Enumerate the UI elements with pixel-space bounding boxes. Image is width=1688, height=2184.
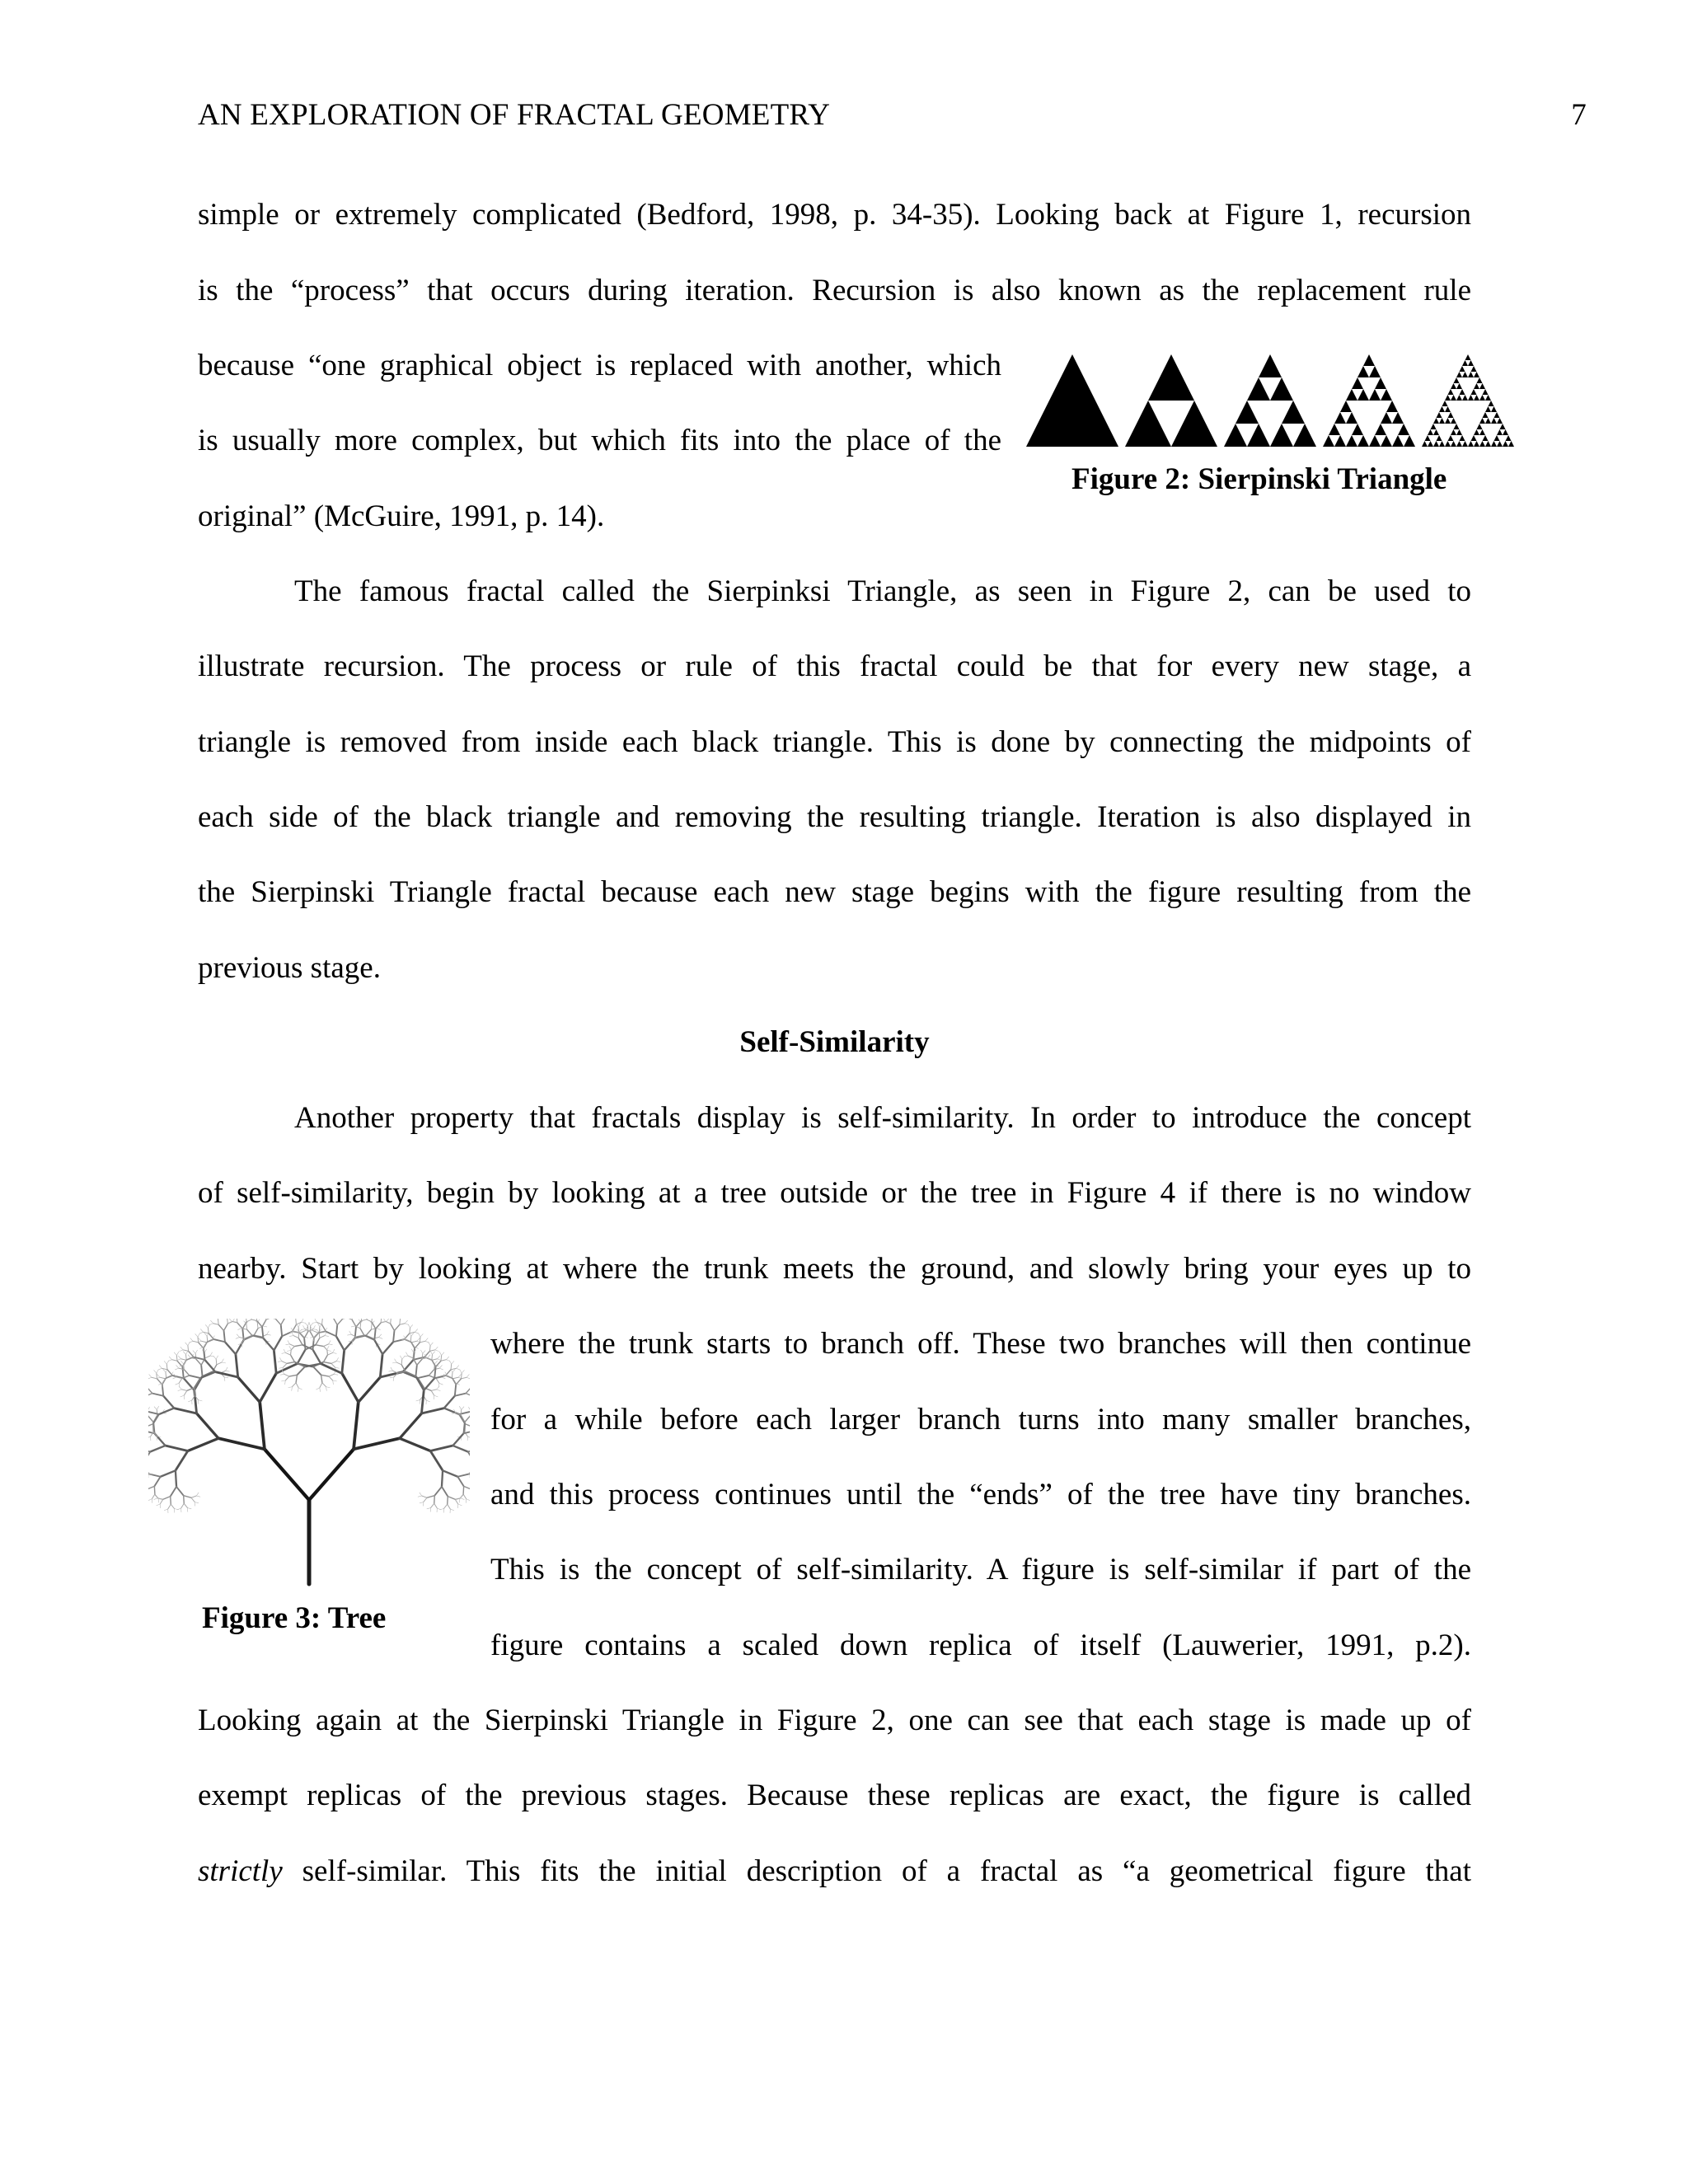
italic-word: strictly [198, 1854, 283, 1888]
sierpinski-stage-4 [1422, 354, 1514, 447]
text-line: illustrate recursion. The process or rule of this fractal could be that for every new stage, a [198, 649, 1471, 683]
text-line: triangle is removed from inside each black triangle. This is done by connecting the midpoints of [198, 725, 1471, 759]
sierpinski-stage-0 [1026, 354, 1118, 447]
figure-3-caption: Figure 3: Tree [202, 1601, 387, 1635]
text-line: exempt replicas of the previous stages. Because these replicas are exact, the figure is called [198, 1779, 1471, 1812]
sierpinski-triangle-figure [1026, 354, 1517, 447]
section-heading: Self-Similarity [739, 1025, 930, 1059]
text-line: nearby. Start by looking at where the trunk meets the ground, and slowly bring your eyes up to [198, 1252, 1471, 1286]
fractal-tree-figure [148, 1319, 470, 1599]
text-line: previous stage. [198, 951, 381, 985]
text-line: each side of the black triangle and removing the resulting triangle. Iteration is also displayed in [198, 800, 1471, 834]
figure-2-caption: Figure 2: Sierpinski Triangle [1071, 462, 1447, 496]
sierpinski-stage-1 [1125, 354, 1217, 447]
text-line: The famous fractal called the Sierpinksi Triangle, as seen in Figure 2, can be used to [294, 574, 1471, 608]
running-head: AN EXPLORATION OF FRACTAL GEOMETRY [198, 98, 831, 132]
text-line: of self-similarity, begin by looking at a tree outside or the tree in Figure 4 if there is no window [198, 1176, 1471, 1210]
tree-branches [148, 1319, 470, 1584]
text-line: is usually more complex, but which fits into the place of the [198, 424, 1001, 457]
text-line: the Sierpinski Triangle fractal because each new stage begins with the figure resulting from the [198, 875, 1471, 909]
text-line: original” (McGuire, 1991, p. 14). [198, 499, 605, 533]
text-line [198, 1853, 1471, 1891]
text-line: is the “process” that occurs during iteration. Recursion is also known as the replacement rule [198, 274, 1471, 307]
page-number: 7 [1571, 98, 1587, 132]
line-rest: self-similar. This fits the initial description of a fractal as “a geometrical figure that [282, 1854, 1471, 1888]
sierpinski-stage-2 [1224, 354, 1316, 447]
text-line: Looking again at the Sierpinski Triangle in Figure 2, one can see that each stage is made up of [198, 1704, 1471, 1737]
text-line: and this process continues until the “ends” of the tree have tiny branches. [490, 1478, 1471, 1511]
text-line: simple or extremely complicated (Bedford, 1998, p. 34-35). Looking back at Figure 1, recursion [198, 198, 1471, 232]
text-line: where the trunk starts to branch off. These two branches will then continue [490, 1327, 1471, 1361]
sierpinski-stage-3 [1323, 354, 1415, 447]
text-line: figure contains a scaled down replica of itself (Lauwerier, 1991, p.2). [490, 1629, 1471, 1662]
text-line: for a while before each larger branch turns into many smaller branches, [490, 1403, 1471, 1436]
text-line: This is the concept of self-similarity. A figure is self-similar if part of the [490, 1553, 1471, 1586]
text-line: because “one graphical object is replaced with another, which [198, 349, 1001, 382]
text-line: Another property that fractals display is self-similarity. In order to introduce the concept [294, 1101, 1471, 1135]
